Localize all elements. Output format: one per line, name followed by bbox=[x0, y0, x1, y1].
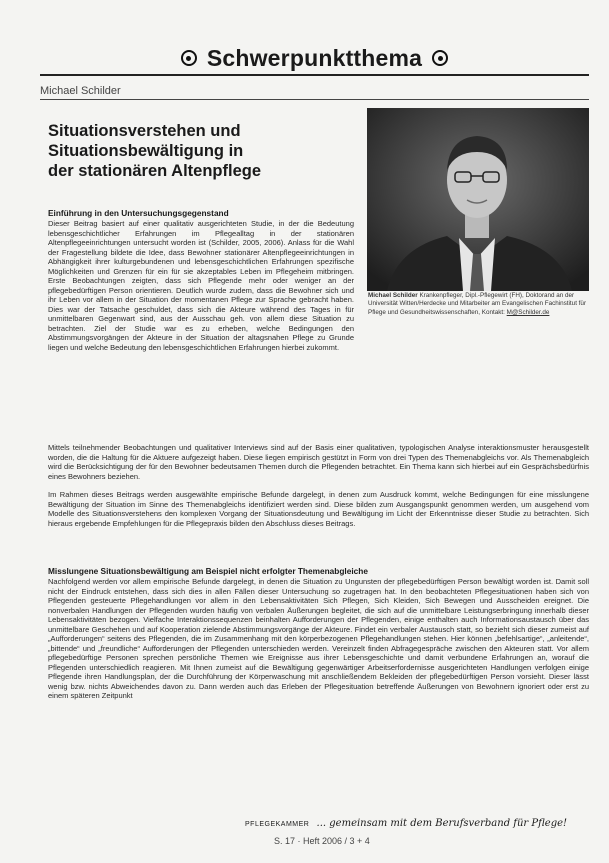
author-bio bbox=[368, 292, 588, 317]
intro-paragraph: Dieser Beitrag basiert auf einer qualitativ ausgerichteten Studie, in der die Bedeutung lebensgeschichtlicher Erfahrungen im Pflegealltag in der stationären Altenpflegeeinrichtungen untersucht worden ist (Schilder, 2005, 2006). Anlass für die Wahl der Fragestellung bildete die Idee, dass Bewohner stationärer Altenpflegeeinrichtungen in Abhängigkeit ihrer kulturgebundenen und lebensgeschichtlichen Erfahrungen spezifische Möglichkeiten und Grenzen für ein für sie akzeptables Leben im Pflegeheim mitbringen. Erste Beobachtungen zeigten, dass sich Pflegende mehr oder weniger an der pflegebedürftigen Person orientieren. Deutlich wurde zudem, dass die Bewohner sich und ihr Leben vor allem in der Situation der momentanen Pflege zur Sprache gebracht haben. Dies war der Tatsache geschuldet, dass sich die Akteure während des Tages in für unmittelbaren Gegenwart sind, aus der Ausschau geh. von allem diese Situation zu betrachten. Ziel der Studie war es zu erheben, welche Bedingungen den Abstimmungsvorgängen der Akteure in der Situation der altagsnahen Pflege zu Grunde liegen und welche Bedeutung den lebensgeschichtlichen Erfahrungen hierbei zukommt. bbox=[48, 219, 354, 352]
section-heading: Einführung in den Untersuchungsgegenstand bbox=[48, 208, 229, 218]
section-header bbox=[40, 44, 589, 72]
section-heading: Misslungene Situationsbewältigung am Beispiel nicht erfolgter Themenabgleiche bbox=[48, 566, 368, 576]
header-rule bbox=[40, 74, 589, 76]
article-title bbox=[48, 121, 348, 181]
bio-text: Krankenpfleger, Dipl.-Pflegewirt (FH), Doktorand an der Universität Witten/Herdecke und Mitarbeiter am Evangelischen Fachinstitut für Pflege und Gesundheitswissenschaften, Kontakt: bbox=[368, 292, 587, 316]
bullseye-icon bbox=[181, 50, 197, 66]
bio-email-link[interactable]: M@Schilder.de bbox=[506, 308, 550, 316]
title-line: Situationsverstehen und bbox=[48, 122, 241, 140]
title-line: der stationären Altenpflege bbox=[48, 162, 262, 180]
author-name: Michael Schilder bbox=[40, 85, 121, 97]
method-paragraph: Mittels teilnehmender Beobachtungen und qualitativer Interviews sind auf der Basis einer qualitativen, typologischen Analyse interaktionsmuster herausgestellt worden, die die Haltung für die Aktuere aufgezeigt haben. Diese liegen empirisch gestützt in Form von drei Typen des Themenabgleichs vor. Als Themenabgleich wird die Berücksichtigung der für den Bewohner bedeutsamen Themen durch die Pflegenden betrachtet. Ein Thema kann sich hierbei auf ein Gesprächsbedürfnis eines Bewohners beziehen. bbox=[48, 443, 589, 481]
footer-slogan bbox=[245, 818, 567, 829]
page-reference: S. 17 · Heft 2006 / 3 + 4 bbox=[274, 836, 370, 846]
footer-brand: PFLEGEKAMMER bbox=[245, 821, 310, 828]
author-rule bbox=[40, 99, 589, 100]
bio-name: Michael Schilder bbox=[368, 292, 418, 299]
footer-slogan-text: ... gemeinsam mit dem Berufsverband für Pflege! bbox=[316, 818, 568, 829]
findings-paragraph: Nachfolgend werden vor allem empirische Befunde dargelegt, in denen die Situation zu Ungunsten der pflegebedürftigen Person bewältigt worden ist. Damit soll nicht der Eindruck entstehen, dass sich dies in allen Fällen dieser Untersuchung so zugetragen hat. In den beobachteten Pflegesituationen haben sich von Pflegenden gesteuerte Pflegehandlungen vor allem in den Lebensaktivitäten Sich Pflegen, Sich Kleiden, Sich Bewegen und Ausscheiden ereignet. Die nonverbalen Handlungen der Pflegenden wurden häufig von verbalen Äußerungen begleitet, die sich auf die unmittelbare Leistungserbringung innerhalb dieser Lebensaktivitäten bezogen. Vielfache Interaktionssequenzen beinhalten Aufforderungen der Pflegenden, einige enthalten auch Informationsaustausch über das unmittelbare Geschehen und auf Kooperation zielende Abstimmungsvorgänge der Akteure. Findet ein verbaler Austausch statt, so bezieht sich dieser zumeist auf „Aufforderungen“ seitens des Pflegenden, die im Zusammenhang mit den körperbezogenen Pflegehandlungen stehen. Hier können „befehlsartige“, „anleitende“, „bittende“ und „freundliche“ Aufforderungen der Pflegenden unterschieden werden. Vereinzelt finden Abfragegespräche zwischen den Akteuren statt. Vor allem pflegebedürftige Personen sprechen persönliche Themen wie Ereignisse aus ihrer Lebensgeschichte und damit verbundene Erfahrungen an, worauf die Pflegenden unterschiedlich reagieren. Mit Ihnen zumeist auf die Bewältigung gegenwärtiger Arbeitserfordernisse ausgerichteten Handlungen verfolgen einige Pflegende ihren Handlungsplan, der die Durchführung der Körperwaschung mit anschließendem Bekleiden der pflegebedürftigen Person vorsieht. Dieser lässt wenig bzw. nichts Abweichendes davon zu. Dann werden auch das Erleben der Pflegesituation betreffende Äußerungen von Bewohnern ignoriert oder erst zu einem späteren Zeitpunkt bbox=[48, 577, 589, 700]
portrait-image bbox=[367, 108, 589, 291]
bullseye-icon bbox=[432, 50, 448, 66]
section-title: Schwerpunktthema bbox=[206, 44, 423, 71]
title-line: Situationsbewältigung in bbox=[48, 142, 244, 160]
scope-paragraph: Im Rahmen dieses Beitrags werden ausgewählte empirische Befunde dargelegt, in denen zum Ausdruck kommt, welche Bedingungen für eine misslungene Bewältigung der Situation im Sinne des Themenabgleichs identifiziert werden sind. Diese bilden zum Ausgangspunkt genommen werden, um ausgehend vom Modelle des Situationsverstehens den komplexen Vorgang der Situationsdeutung und Bewältigung im Licht der Erkenntnisse dieser Studie zu betrachten. Sich hieraus ergebende Empfehlungen für die Pflegepraxis bilden den Abschluss dieses Beitrags. bbox=[48, 490, 589, 528]
author-portrait bbox=[367, 108, 589, 291]
